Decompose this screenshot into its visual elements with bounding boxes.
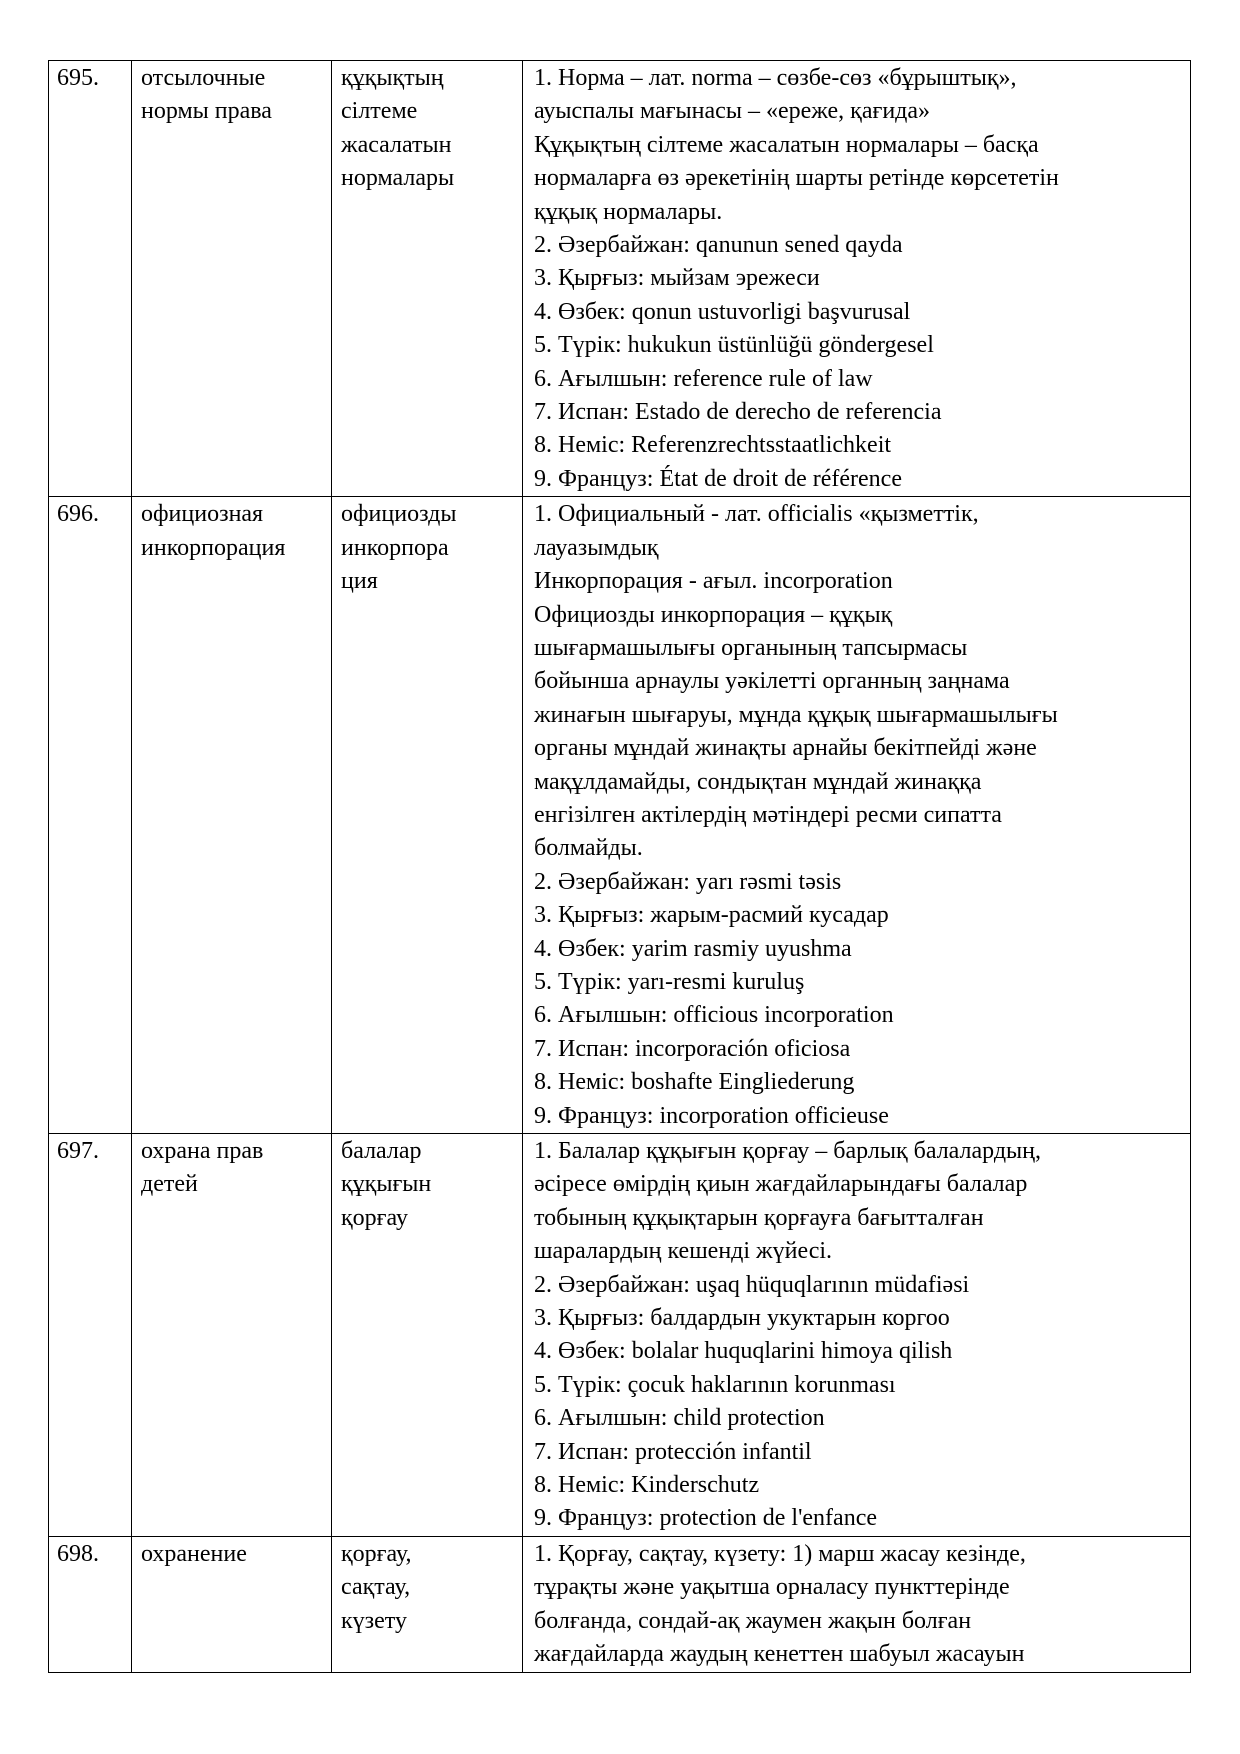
glossary-table — [48, 60, 1191, 1673]
definition-line: 3. Қырғыз: мыйзам эрежеси — [534, 265, 820, 292]
definition-line: 1. Норма – лат. norma – сөзбе-сөз «бұрыштық», — [534, 65, 1017, 91]
kazakh-term — [332, 61, 523, 497]
russian-term — [132, 1134, 332, 1537]
definition-line: 1. Қорғау, сақтау, күзету: 1) марш жасау кезінде, — [534, 1540, 1026, 1567]
kazakh-term — [332, 497, 523, 1134]
definition-line: нормаларға өз әрекетінің шарты ретінде көрсететін — [534, 165, 1059, 192]
definition — [523, 1134, 1191, 1537]
kazakh-term-line: балалар — [341, 1138, 422, 1164]
definition-line: 4. Өзбек: yarim rasmiy uyushma — [534, 935, 852, 962]
definition — [523, 497, 1191, 1134]
kazakh-term — [332, 1134, 523, 1537]
kazakh-term-line: инкорпора — [341, 534, 449, 561]
definition-line: шаралардың кешенді жүйесі. — [534, 1238, 833, 1265]
definition-line: 9. Француз: incorporation officieuse — [534, 1102, 889, 1129]
entry-number: 696. — [49, 497, 132, 1134]
kazakh-term-line: нормалары — [341, 165, 455, 192]
definition-line: жинағын шығаруы, мұнда құқық шығармашылығы — [534, 701, 1058, 728]
definition-line: органы мұндай жинақты арнайы бекітпейді және — [534, 735, 1037, 762]
definition-line: 7. Испан: Estado de derecho de referencia — [534, 399, 942, 426]
kazakh-term-line: сақтау, — [341, 1574, 411, 1601]
definition-line: 8. Неміс: boshafte Eingliederung — [534, 1069, 855, 1096]
definition-line: Официозды инкорпорация – құқық — [534, 601, 893, 628]
table-row-698 — [49, 1536, 1191, 1672]
definition-line: Инкорпорация - ағыл. incorporation — [534, 568, 893, 595]
entry-number: 698. — [49, 1536, 132, 1672]
definition-line: шығармашылығы органының тапсырмасы — [534, 634, 968, 661]
definition-line: болмайды. — [534, 835, 643, 862]
definition-line: 3. Қырғыз: балдардын укуктарын коргоо — [534, 1305, 950, 1332]
kazakh-term-line: сілтеме — [341, 98, 418, 125]
kazakh-term-line: қорғау — [341, 1204, 408, 1231]
definition-line: 1. Официальный - лат. officialis «қызметтік, — [534, 501, 979, 528]
definition — [523, 61, 1191, 497]
kazakh-term-line: жасалатын — [341, 131, 452, 158]
russian-term-line: отсылочные — [141, 65, 266, 91]
definition-line: енгізілген актілердің мәтіндері ресми сипатта — [534, 801, 1002, 828]
definition-line: жағдайларда жаудың кенеттен шабуыл жасауын — [534, 1641, 1025, 1668]
definition-line: 5. Түрік: yarı-resmi kuruluş — [534, 968, 805, 995]
definition-line: 8. Неміс: Referenzrechtsstaatlichkeit — [534, 432, 892, 459]
russian-term-line: нормы права — [141, 98, 272, 125]
kazakh-term-line: ция — [341, 568, 378, 595]
kazakh-term-line: официозды — [341, 501, 457, 528]
kazakh-term-line: қорғау, — [341, 1540, 412, 1567]
definition-line: 6. Ағылшын: officious incorporation — [534, 1002, 894, 1029]
definition-line: 2. Әзербайжан: yarı rəsmi təsis — [534, 868, 842, 895]
definition-line: 2. Әзербайжан: qanunun sened qayda — [534, 232, 903, 259]
definition-line: тобының құқықтарын қорғауға бағытталған — [534, 1204, 984, 1231]
entry-number: 697. — [49, 1134, 132, 1537]
table-row-696 — [49, 497, 1191, 1134]
definition-line: 7. Испан: protección infantil — [534, 1438, 812, 1465]
russian-term-line: охрана прав — [141, 1138, 264, 1164]
russian-term-line: охранение — [141, 1540, 247, 1567]
definition-line: 8. Неміс: Kinderschutz — [534, 1472, 760, 1499]
definition-line: бойынша арнаулы уәкілетті органның заңнама — [534, 668, 1010, 695]
definition-line: 5. Түрік: çocuk haklarının korunması — [534, 1371, 896, 1398]
definition — [523, 1536, 1191, 1672]
kazakh-term-line: құқықтың — [341, 65, 444, 91]
entry-number: 695. — [49, 61, 132, 497]
definition-line: мақұлдамайды, сондықтан мұндай жинаққа — [534, 768, 982, 795]
definition-line: 4. Өзбек: qonun ustuvorligi başvurusal — [534, 298, 911, 325]
definition-line: болғанда, сондай-ақ жаумен жақын болған — [534, 1607, 972, 1634]
definition-line: 2. Әзербайжан: uşaq hüquqlarının müdafiəsi — [534, 1271, 970, 1298]
definition-line: 5. Түрік: hukukun üstünlüğü göndergesel — [534, 332, 934, 359]
definition-line: 9. Француз: État de droit de référence — [534, 465, 902, 492]
definition-line: 9. Француз: protection de l'enfance — [534, 1505, 877, 1532]
definition-line: лауазымдық — [534, 534, 659, 561]
definition-line: 7. Испан: incorporación oficiosa — [534, 1035, 851, 1062]
definition-line: 6. Ағылшын: child protection — [534, 1405, 825, 1432]
kazakh-term — [332, 1536, 523, 1672]
definition-line: әсіресе өмірдің қиын жағдайларындағы балалар — [534, 1171, 1028, 1198]
russian-term-line: официозная — [141, 501, 264, 528]
definition-line: 3. Қырғыз: жарым-расмий кусадар — [534, 902, 889, 929]
definition-line: 6. Ағылшын: reference rule of law — [534, 365, 873, 392]
definition-line: 1. Балалар құқығын қорғау – барлық балалардың, — [534, 1138, 1042, 1164]
russian-term — [132, 61, 332, 497]
definition-line: 4. Өзбек: bolalar huquqlarini himoya qilish — [534, 1338, 953, 1365]
definition-line: тұрақты және уақытша орналасу пункттерінде — [534, 1574, 1010, 1601]
definition-line: ауыспалы мағынасы – «ереже, қағида» — [534, 98, 931, 125]
table-row-695 — [49, 61, 1191, 497]
russian-term-line: инкорпорация — [141, 534, 286, 561]
kazakh-term-line: құқығын — [341, 1171, 432, 1198]
russian-term — [132, 1536, 332, 1672]
russian-term-line: детей — [141, 1171, 198, 1198]
glossary-body — [49, 61, 1191, 1673]
definition-line: құқық нормалары. — [534, 198, 723, 225]
table-row-697 — [49, 1134, 1191, 1537]
definition-line: Құқықтың сілтеме жасалатын нормалары – басқа — [534, 131, 1039, 158]
kazakh-term-line: күзету — [341, 1607, 407, 1634]
russian-term — [132, 497, 332, 1134]
